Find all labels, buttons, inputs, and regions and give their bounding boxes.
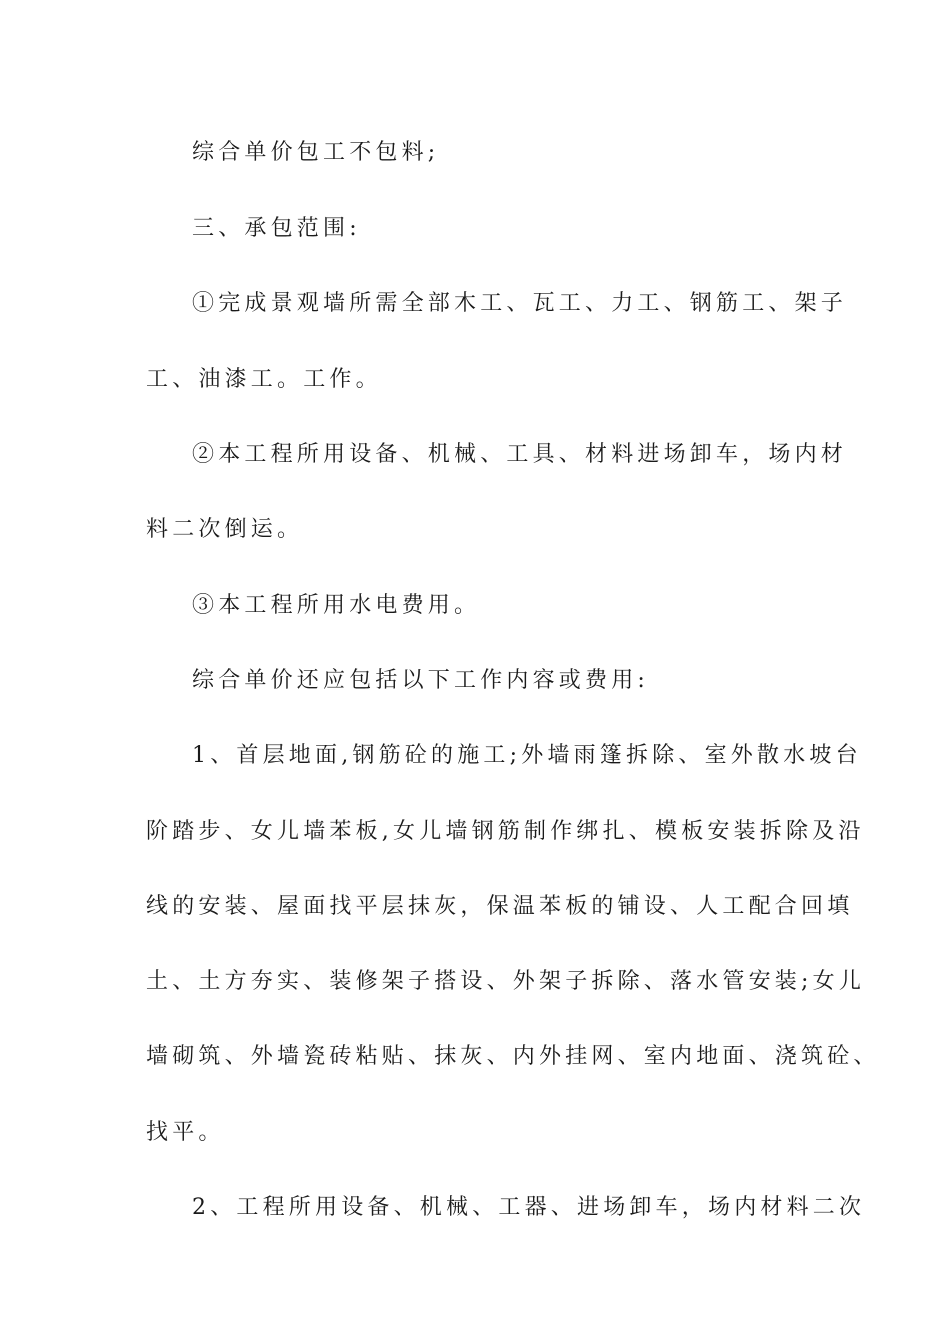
section-heading: 三、承包范围: — [192, 216, 361, 241]
paragraph-line: 线的安装、屋面找平层抹灰，保温苯板的铺设、人工配合回填 — [146, 894, 854, 919]
paragraph-line: 工、油漆工。工作。 — [146, 367, 382, 392]
paragraph-line: ①完成景观墙所需全部木工、瓦工、力工、钢筋工、架子 — [192, 291, 848, 316]
paragraph-line: 1、首层地面,钢筋砼的施工;外墙雨篷拆除、室外散水坡台 — [192, 743, 862, 768]
paragraph-line: 找平。 — [146, 1120, 225, 1145]
paragraph-line: 墙砌筑、外墙瓷砖粘贴、抹灰、内外挂网、室内地面、浇筑砼、 — [146, 1044, 880, 1069]
paragraph-line: 料二次倒运。 — [146, 517, 304, 542]
paragraph-line: 2、工程所用设备、机械、工器、进场卸车，场内材料二次 — [192, 1195, 866, 1220]
paragraph-line: ③本工程所用水电费用。 — [192, 593, 481, 618]
paragraph-line: ②本工程所用设备、机械、工具、材料进场卸车，场内材 — [192, 442, 848, 467]
paragraph-line: 综合单价还应包括以下工作内容或费用: — [192, 668, 650, 693]
paragraph-line: 阶踏步、女儿墙苯板,女儿墙钢筋制作绑扎、模板安装拆除及沿 — [146, 819, 865, 844]
paragraph-line: 综合单价包工不包料; — [192, 140, 440, 165]
paragraph-line: 土、土方夯实、装修架子搭设、外架子拆除、落水管安装;女儿 — [146, 969, 866, 994]
